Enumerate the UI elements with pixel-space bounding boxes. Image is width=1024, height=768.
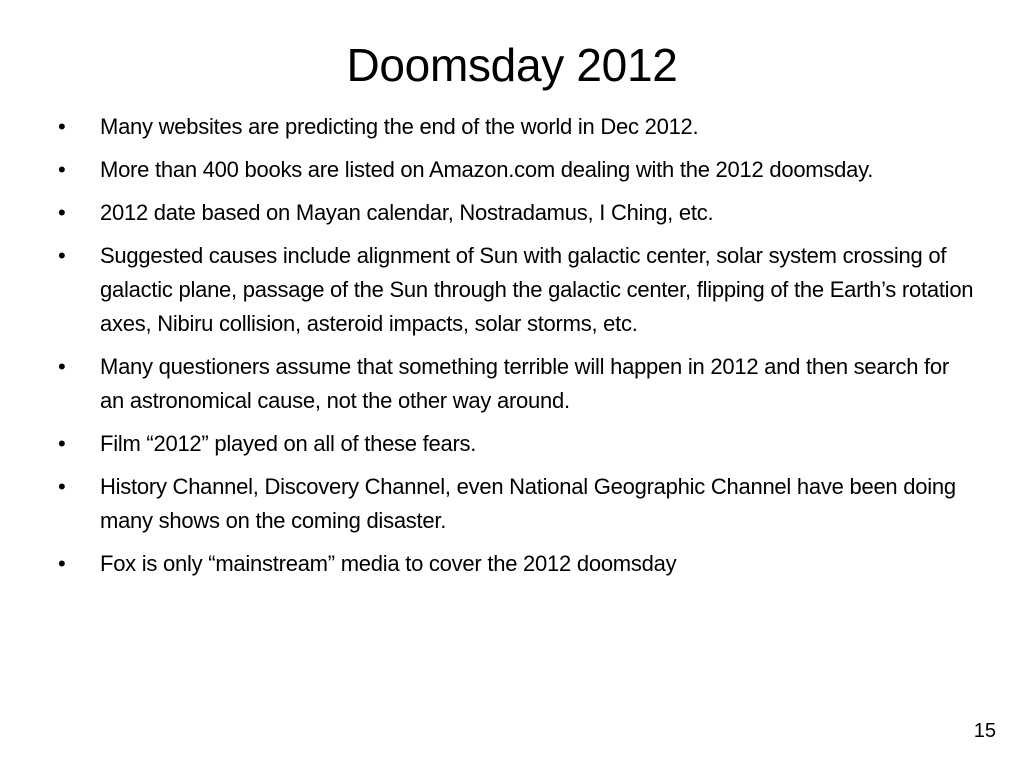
bullet-item-suggested-causes [58,239,978,341]
bullet-text: History Channel, Discovery Channel, even National Geographic Channel have been doing many shows on the coming disaster. [100,474,956,533]
slide-page-number: 15 [973,720,996,742]
bullet-icon: • [58,431,66,456]
bullet-item-film-2012 [58,427,978,461]
bullet-item-fox-media [58,547,978,581]
bullet-item-date-basis [58,196,978,230]
bullet-text: Fox is only “mainstream” media to cover the 2012 doomsday [100,551,677,576]
bullet-item-websites-predicting [58,110,978,144]
bullet-text: 2012 date based on Mayan calendar, Nostradamus, I Ching, etc. [100,200,714,225]
bullet-icon: • [58,474,66,499]
slide-title: Doomsday 2012 [346,39,678,91]
bullet-icon: • [58,243,66,268]
bullet-icon: • [58,551,66,576]
bullet-text: Many websites are predicting the end of the world in Dec 2012. [100,114,699,139]
bullet-item-questioners-assume [58,350,978,418]
bullet-icon: • [58,157,66,182]
bullet-icon: • [58,354,66,379]
bullet-item-amazon-books [58,153,978,187]
bullet-text: Suggested causes include alignment of Sun with galactic center, solar system crossing of galactic plane, passage of the Sun through the galactic center, flipping of the Earth’s rotation axes, Nibiru collision, asteroid impacts, solar storms, etc. [100,243,974,336]
bullet-item-channels-shows [58,470,978,538]
bullet-text: More than 400 books are listed on Amazon.com dealing with the 2012 doomsday. [100,157,874,182]
bullet-icon: • [58,114,66,139]
bullet-list [58,110,978,590]
bullet-text: Many questioners assume that something terrible will happen in 2012 and then search for an astronomical cause, not the other way around. [100,354,949,413]
bullet-text: Film “2012” played on all of these fears. [100,431,477,456]
bullet-icon: • [58,200,66,225]
